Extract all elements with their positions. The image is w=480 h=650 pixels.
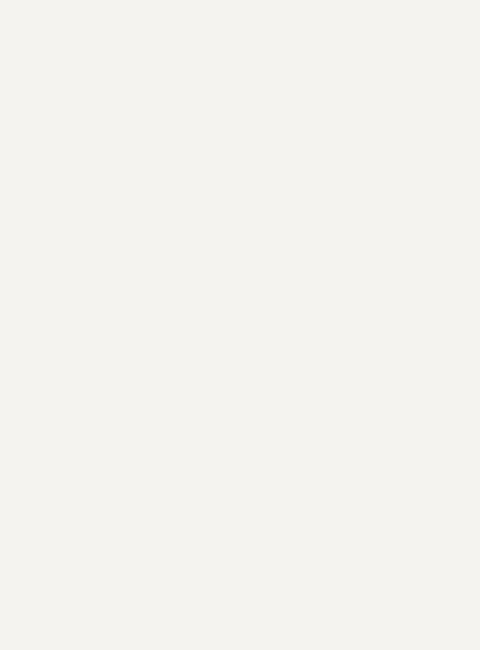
table-of-contents bbox=[70, 18, 410, 44]
